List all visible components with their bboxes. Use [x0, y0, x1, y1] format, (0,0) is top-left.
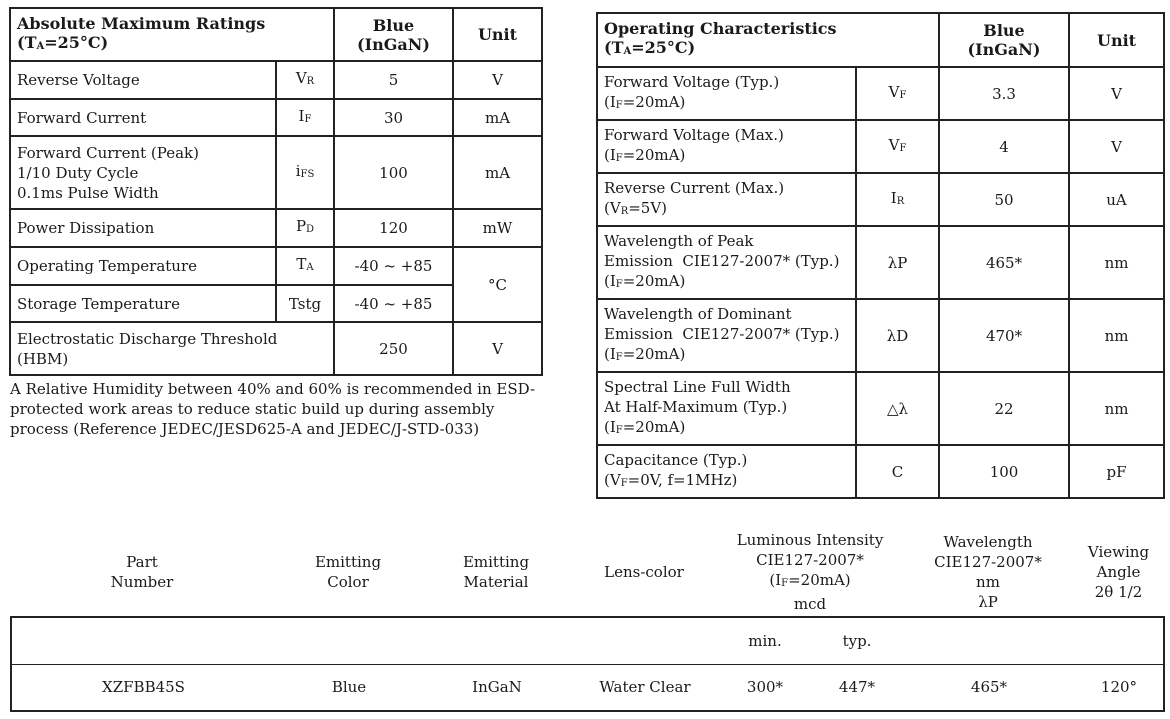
abs-row — [10, 136, 542, 209]
abs-title-cond-sub: A — [36, 40, 45, 52]
op-param-l1: Forward Voltage (Max.) — [604, 125, 784, 144]
abs-unit: mW — [453, 209, 542, 247]
col-wl-l1: Wavelength — [943, 533, 1033, 551]
blank-cell — [275, 617, 423, 664]
col-wl-sym: λP — [978, 593, 998, 611]
col-lum-cond-post: =20mA) — [788, 571, 851, 589]
op-value: 470* — [939, 299, 1069, 372]
op-col-blue — [939, 13, 1069, 67]
part-material: InGaN — [423, 664, 571, 711]
op-sym-sub: F — [899, 89, 907, 101]
abs-row — [10, 247, 542, 285]
part-lens: Water Clear — [571, 664, 719, 711]
op-sym-main: V — [888, 135, 900, 154]
op-cond-post: =0V, f=1MHz) — [627, 470, 738, 489]
op-cond-pre: (I — [604, 92, 616, 111]
part-viewing-angle: 120° — [1075, 664, 1164, 711]
op-cond-post: =20mA) — [622, 271, 686, 290]
abs-param-l2: (HBM) — [17, 349, 69, 368]
col-view-l2: Angle — [1096, 563, 1141, 581]
abs-sym-main: i — [295, 161, 301, 180]
abs-value: -40 ~ +85 — [334, 247, 453, 285]
col-wl-unit: nm — [976, 573, 1000, 591]
part-table-header — [10, 530, 1163, 614]
abs-param-l1: Electrostatic Discharge Threshold — [17, 329, 278, 348]
col-wl-l2: CIE127-2007* — [934, 553, 1042, 571]
op-cond-sub: F — [615, 278, 623, 290]
op-title — [597, 13, 939, 67]
abs-sym-sub: F — [304, 113, 312, 125]
abs-param-l3: 0.1ms Pulse Width — [17, 183, 159, 202]
col-lum-l1: Luminous Intensity — [736, 531, 884, 549]
abs-value: -40 ~ +85 — [334, 285, 453, 322]
op-cond-post: =20mA) — [622, 344, 686, 363]
part-table-body — [10, 616, 1165, 712]
part-lum-typ: 447* — [811, 664, 903, 711]
abs-param — [10, 322, 334, 375]
abs-sym-main: T — [296, 255, 307, 273]
abs-unit: mA — [453, 136, 542, 209]
op-cond-post: =20mA) — [622, 92, 686, 111]
op-unit: uA — [1069, 173, 1164, 226]
part-wavelength: 465* — [903, 664, 1075, 711]
abs-value: 30 — [334, 99, 453, 136]
abs-unit: V — [453, 61, 542, 99]
op-value: 22 — [939, 372, 1069, 445]
operating-characteristics-table — [596, 12, 1165, 499]
part-row — [11, 664, 1164, 711]
abs-value: 120 — [334, 209, 453, 247]
col-view-l1: Viewing — [1087, 543, 1150, 561]
abs-param-l2: 1/10 Duty Cycle — [17, 163, 139, 182]
abs-title-line1: Absolute Maximum Ratings — [17, 13, 266, 33]
abs-unit: °C — [453, 247, 542, 322]
op-param-l1: Spectral Line Full Width — [604, 377, 791, 396]
op-cond-post: =5V) — [628, 198, 668, 217]
op-param — [597, 299, 856, 372]
op-row — [597, 445, 1164, 498]
abs-sym-main: V — [295, 69, 307, 87]
abs-unit: V — [453, 322, 542, 375]
abs-symbol: Tstg — [276, 285, 334, 322]
abs-sym-main: P — [295, 217, 307, 235]
col-lum-cond-pre: (I — [769, 571, 782, 589]
op-cond-sub: F — [615, 424, 623, 436]
op-row — [597, 120, 1164, 173]
op-symbol: λD — [856, 299, 939, 372]
op-cond-pre: (I — [604, 417, 616, 436]
op-row — [597, 372, 1164, 445]
op-cond-post: =20mA) — [622, 417, 686, 436]
op-symbol — [856, 120, 939, 173]
col-lum-l2: CIE127-2007* — [756, 551, 864, 569]
op-param — [597, 445, 856, 498]
abs-col-unit: Unit — [453, 8, 542, 61]
op-unit: pF — [1069, 445, 1164, 498]
abs-title-cond-post: =25°C) — [44, 32, 109, 52]
sub-typ: typ. — [811, 617, 903, 664]
abs-title — [10, 8, 334, 61]
op-cond-sub: R — [620, 205, 629, 217]
col-part-l1: Part — [126, 553, 158, 571]
sub-min: min. — [719, 617, 811, 664]
abs-value: 250 — [334, 322, 453, 375]
op-cond-pre: (I — [604, 344, 616, 363]
col-color-l2: Color — [327, 573, 369, 591]
abs-param: Reverse Voltage — [10, 61, 276, 99]
op-symbol: λP — [856, 226, 939, 299]
op-param-l1: Capacitance (Typ.) — [604, 450, 748, 469]
abs-row — [10, 322, 542, 375]
op-param-l1: Wavelength of Dominant — [604, 304, 792, 323]
op-cond-sub: F — [620, 477, 628, 489]
op-value: 465* — [939, 226, 1069, 299]
op-param-l1: Forward Voltage (Typ.) — [604, 72, 780, 91]
blank-cell — [11, 617, 275, 664]
op-title-cond-post: =25°C) — [631, 38, 696, 57]
op-param — [597, 173, 856, 226]
part-lum-min: 300* — [719, 664, 811, 711]
col-color-l1: Emitting — [314, 553, 382, 571]
op-param — [597, 226, 856, 299]
op-cond-sub: F — [615, 351, 623, 363]
op-row — [597, 173, 1164, 226]
col-emitting-material — [422, 530, 570, 614]
absolute-max-ratings-table — [9, 7, 543, 376]
op-col-blue-l2: (InGaN) — [967, 40, 1041, 59]
op-symbol — [856, 67, 939, 120]
abs-param: Operating Temperature — [10, 247, 276, 285]
op-cond-pre: (V — [604, 198, 621, 217]
abs-sym-main: I — [298, 106, 305, 125]
col-wavelength — [902, 530, 1074, 614]
op-unit: nm — [1069, 226, 1164, 299]
abs-symbol — [276, 247, 334, 285]
op-sym-main: I — [890, 188, 897, 207]
col-mat-l1: Emitting — [462, 553, 530, 571]
op-value: 4 — [939, 120, 1069, 173]
abs-col-blue-l2: (InGaN) — [357, 34, 430, 54]
op-param-l2: Emission CIE127-2007* (Typ.) — [604, 324, 840, 343]
abs-symbol — [276, 209, 334, 247]
col-lum-cond-sub: F — [781, 578, 789, 589]
op-col-blue-l1: Blue — [983, 21, 1025, 40]
abs-param-l1: Forward Current (Peak) — [17, 143, 199, 162]
abs-col-blue-l1: Blue — [372, 15, 415, 35]
op-param — [597, 372, 856, 445]
op-sym-main: V — [888, 82, 900, 101]
abs-title-cond-pre: (T — [17, 32, 37, 52]
op-cond-pre: (I — [604, 145, 616, 164]
abs-sym-sub: R — [306, 76, 315, 87]
blank-cell — [903, 617, 1075, 664]
abs-sym-sub: A — [306, 262, 314, 273]
op-symbol: C — [856, 445, 939, 498]
op-value: 100 — [939, 445, 1069, 498]
abs-sym-sub: FS — [300, 168, 315, 180]
blank-cell — [423, 617, 571, 664]
op-cond-pre: (I — [604, 271, 616, 290]
abs-symbol — [276, 99, 334, 136]
abs-param: Power Dissipation — [10, 209, 276, 247]
op-param-l2: At Half-Maximum (Typ.) — [604, 397, 788, 416]
part-number: XZFBB45S — [11, 664, 275, 711]
op-sym-sub: F — [899, 142, 907, 154]
op-cond-sub: F — [615, 152, 623, 164]
op-value: 50 — [939, 173, 1069, 226]
abs-param — [10, 136, 276, 209]
col-lens-color: Lens-color — [604, 563, 684, 581]
op-param-l1: Reverse Current (Max.) — [604, 178, 785, 197]
col-emitting-color — [274, 530, 422, 614]
op-row — [597, 67, 1164, 120]
blank-cell — [571, 617, 719, 664]
op-title-line1: Operating Characteristics — [604, 19, 837, 38]
col-viewing-angle — [1074, 530, 1163, 614]
blank-cell — [1075, 617, 1164, 664]
abs-symbol — [276, 61, 334, 99]
abs-value: 100 — [334, 136, 453, 209]
abs-row — [10, 99, 542, 136]
esd-humidity-note: A Relative Humidity between 40% and 60% is recommended in ESD-protected work areas to reduce static build up during assembly process (Reference JEDEC/JESD625-A and JEDEC/J-STD-033) — [10, 380, 536, 438]
abs-value: 5 — [334, 61, 453, 99]
op-col-unit: Unit — [1069, 13, 1164, 67]
op-value: 3.3 — [939, 67, 1069, 120]
col-view-l3: 2θ 1/2 — [1094, 583, 1143, 601]
op-cond-pre: (V — [604, 470, 621, 489]
op-param — [597, 67, 856, 120]
op-row — [597, 299, 1164, 372]
op-unit: nm — [1069, 372, 1164, 445]
op-symbol — [856, 173, 939, 226]
op-row — [597, 226, 1164, 299]
op-unit: V — [1069, 67, 1164, 120]
op-title-cond-pre: (T — [604, 38, 624, 57]
col-lum-unit: mcd — [793, 595, 827, 613]
abs-sym-sub: D — [306, 224, 315, 235]
abs-col-blue — [334, 8, 453, 61]
op-symbol: △λ — [856, 372, 939, 445]
op-title-cond-sub: A — [623, 46, 632, 57]
abs-row — [10, 209, 542, 247]
op-sym-sub: R — [896, 195, 905, 207]
op-param — [597, 120, 856, 173]
op-cond-sub: F — [615, 99, 623, 111]
col-part-number — [10, 530, 274, 614]
col-part-l2: Number — [110, 573, 174, 591]
op-unit: nm — [1069, 299, 1164, 372]
abs-param: Storage Temperature — [10, 285, 276, 322]
abs-symbol — [276, 136, 334, 209]
abs-row — [10, 61, 542, 99]
op-cond-post: =20mA) — [622, 145, 686, 164]
op-param-l2: Emission CIE127-2007* (Typ.) — [604, 251, 840, 270]
abs-unit: mA — [453, 99, 542, 136]
part-subheader-row — [11, 617, 1164, 664]
col-mat-l2: Material — [463, 573, 529, 591]
abs-param: Forward Current — [10, 99, 276, 136]
op-unit: V — [1069, 120, 1164, 173]
col-luminous-intensity — [718, 530, 902, 614]
part-color: Blue — [275, 664, 423, 711]
op-param-l1: Wavelength of Peak — [604, 231, 754, 250]
